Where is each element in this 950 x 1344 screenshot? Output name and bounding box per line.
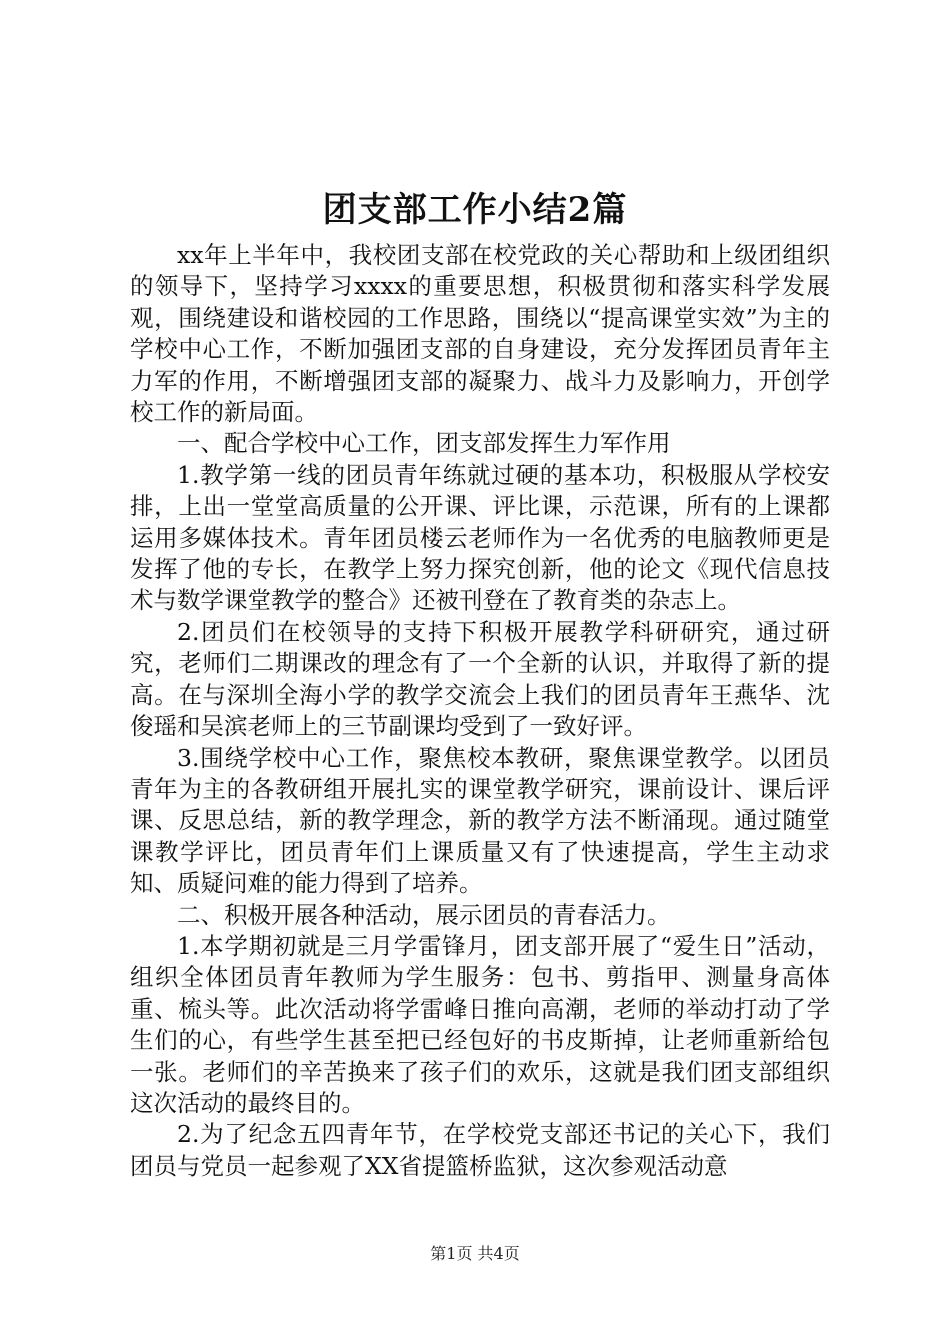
section-heading-2: 二、积极开展各种活动，展示团员的青春活力。 (177, 900, 671, 929)
section-heading-1: 一、配合学校中心工作，团支部发挥生力军作用 (177, 429, 671, 458)
paragraph-1-3: 3.围绕学校中心工作，聚焦校本教研，聚焦课堂教学。以团员青年为主的各教研组开展扎实的课堂教学研究，课前设计、课后评课、反思总结，新的教学理念，新的教学方法不断涌现。通过随堂课教学评比，团员青年们上课质量又有了快速提高，学生主动求知、质疑问难的能力得到了培养。 (130, 743, 830, 898)
paragraph-2-1: 1.本学期初就是三月学雷锋月，团支部开展了“爱生日”活动，组织全体团员青年教师为学生服务：包书、剪指甲、测量身高体重、梳头等。此次活动将学雷峰日推向高潮，老师的举动打动了学生们的心，有些学生甚至把已经包好的书皮斯掉，让老师重新给包一张。老师们的辛苦换来了孩子们的欢乐，这就是我们团支部组织这次活动的最终目的。 (130, 931, 830, 1117)
document-body (130, 240, 830, 1182)
document-title: 团支部工作小结2篇 (322, 190, 628, 230)
page-number-footer: 第1页 共4页 (430, 1244, 520, 1263)
paragraph-2-2: 2.为了纪念五四青年节，在学校党支部还书记的关心下，我们团员与党员一起参观了XX省提篮桥监狱，这次参观活动意 (130, 1120, 830, 1180)
paragraph-intro: xx年上半年中，我校团支部在校党政的关心帮助和上级团组织的领导下，坚持学习xxxx的重要思想，积极贯彻和落实科学发展观，围绕建设和谐校园的工作思路，围绕以“提高课堂实效”为主的学校中心工作，不断加强团支部的自身建设，充分发挥团员青年主力军的作用，不断增强团支部的凝聚力、战斗力及影响力，开创学校工作的新局面。 (130, 241, 830, 427)
paragraph-1-2: 2.团员们在校领导的支持下积极开展教学科研研究，通过研究，老师们二期课改的理念有了一个全新的认识，并取得了新的提高。在与深圳全海小学的教学交流会上我们的团员青年王燕华、沈俊瑶和吴滨老师上的三节副课均受到了一致好评。 (130, 617, 830, 741)
paragraph-1-1: 1.教学第一线的团员青年练就过硬的基本功，积极服从学校安排，上出一堂堂高质量的公开课、评比课，示范课，所有的上课都运用多媒体技术。青年团员楼云老师作为一名优秀的电脑教师更是发挥了他的专长，在教学上努力探究创新，他的论文《现代信息技术与数学课堂教学的整合》还被刊登在了教育类的杂志上。 (130, 460, 830, 615)
